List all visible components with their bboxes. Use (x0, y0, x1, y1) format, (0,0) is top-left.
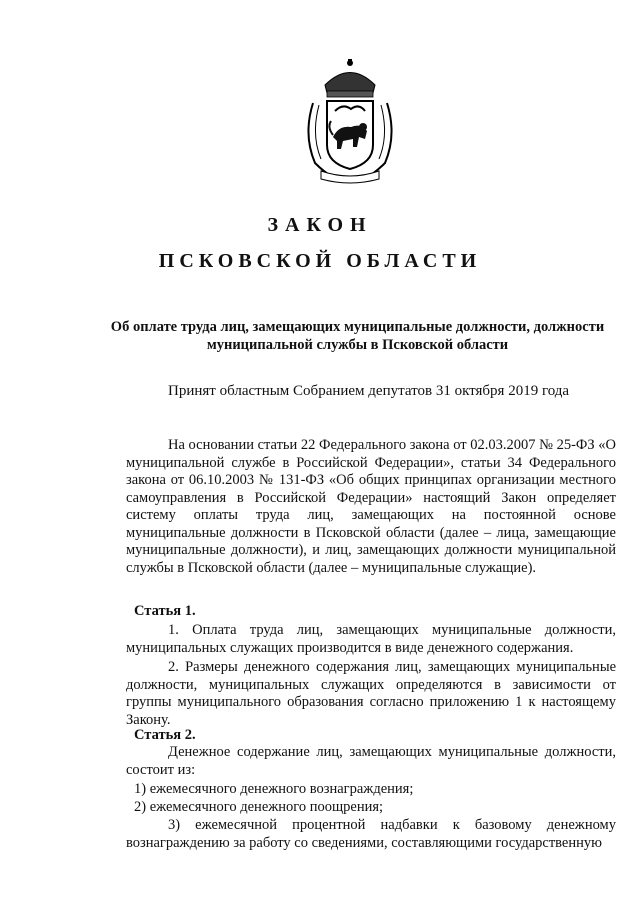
coat-of-arms-emblem (295, 55, 405, 187)
law-title: ЗАКОН (267, 214, 373, 236)
article-1-paragraph-1: 1. Оплата труда лиц, замещающих муниципальные должности, муниципальных служащих производится в виде денежного содержания. (126, 622, 616, 656)
article-1-title: Статья 1. (134, 603, 196, 619)
article-1-paragraph-2: 2. Размеры денежного содержания лиц, замещающих муниципальные должности, муниципальных служащих определяются в зависимости от группы муниципального образования согласно приложению 1 к настоящему Закону. (126, 659, 616, 728)
region-title: ПСКОВСКОЙ ОБЛАСТИ (158, 250, 482, 272)
article-2-title: Статья 2. (134, 727, 196, 743)
article-2-item-3: 3) ежемесячной процентной надбавки к базовому денежному вознаграждению за работу со сведениями, составляющими государственную (126, 817, 616, 851)
adoption-line: Принят областным Собранием депутатов 31 октября 2019 года (168, 383, 570, 399)
article-2-item-1: 1) ежемесячного денежного вознаграждения; (134, 781, 414, 797)
law-subject: Об оплате труда лиц, замещающих муниципальные должности, должности муниципальной службы в Псковской области (110, 319, 605, 353)
article-2-intro: Денежное содержание лиц, замещающих муниципальные должности, состоит из: (126, 744, 616, 778)
preamble-paragraph: На основании статьи 22 Федерального закона от 02.03.2007 № 25-ФЗ «О муниципальной службе в Российской Федерации», статьи 34 Федерального закона от 06.10.2003 № 131-ФЗ «Об общих принципах организации местного самоуправления в Российской Федерации» настоящий Закон определяет систему оплаты труда лиц, замещающих на постоянной основе муниципальные должности в Псковской области (далее – лица, замещающие муниципальные должности), и лиц, замещающих должности муниципальной службы в Псковской области (далее – муниципальные служащие). (126, 437, 616, 576)
article-2-item-2: 2) ежемесячного денежного поощрения; (134, 799, 384, 815)
